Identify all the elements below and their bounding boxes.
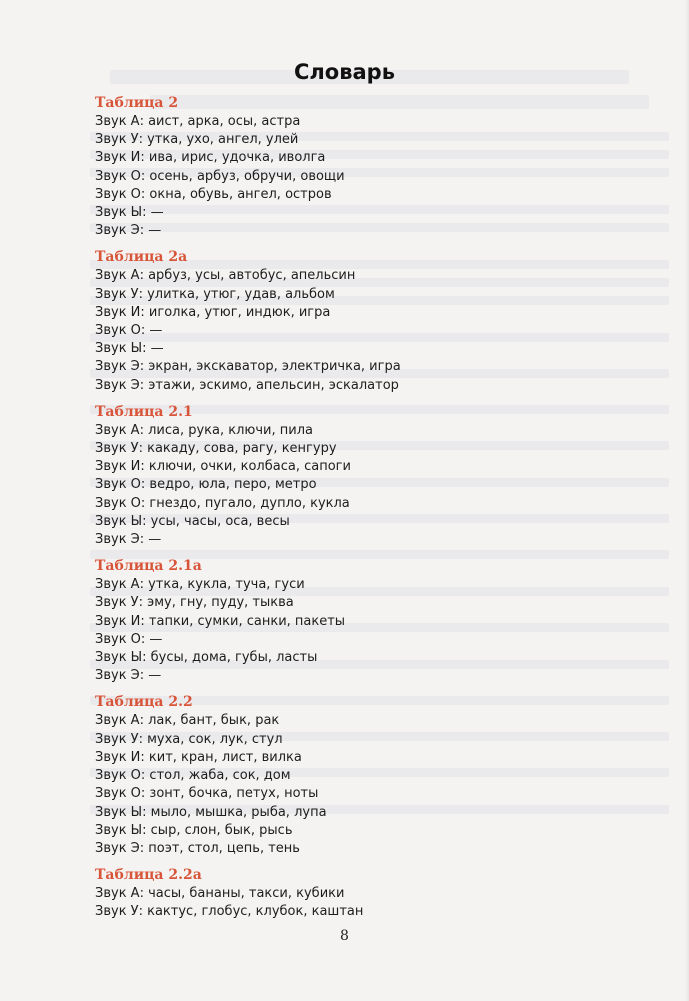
sound-row: Звук О: ведро, юла, перо, метро (95, 477, 317, 493)
sound-row: Звук О: стол, жаба, сок, дом (95, 768, 291, 784)
section-title: Таблица 2а (95, 249, 188, 266)
sound-row: Звук Э: экран, экскаватор, электричка, игра (95, 359, 401, 375)
table-section (95, 866, 595, 921)
page-edge-shadow (685, 0, 689, 1001)
sound-row: Звук Э: — (95, 223, 162, 239)
sound-row: Звук У: муха, сок, лук, стул (95, 731, 283, 747)
section-title: Таблица 2 (95, 95, 179, 111)
sound-row: Звук Э: — (95, 668, 162, 684)
sound-row: Звук А: часы, бананы, такси, кубики (95, 886, 345, 902)
sound-row: Звук О: — (95, 323, 163, 339)
sound-row: Звук Ы: — (95, 341, 164, 357)
sound-row: Звук О: осень, арбуз, обручи, овощи (95, 168, 345, 184)
sound-row: Звук А: арбуз, усы, автобус, апельсин (95, 268, 356, 284)
page-number: 8 (340, 928, 349, 944)
page-title: Словарь (294, 60, 395, 84)
sound-row: Звук О: окна, обувь, ангел, остров (95, 186, 332, 202)
sound-row: Звук Э: поэт, стол, цепь, тень (95, 840, 300, 856)
sound-row: Звук И: кит, кран, лист, вилка (95, 749, 302, 765)
sound-row: Звук Ы: сыр, слон, бык, рысь (95, 822, 293, 838)
sound-row: Звук Ы: — (95, 205, 164, 221)
sound-row: Звук У: улитка, утюг, удав, альбом (95, 286, 335, 302)
section-title: Таблица 2.2 (95, 694, 193, 711)
sound-row: Звук У: какаду, сова, рагу, кенгуру (95, 441, 337, 457)
sound-row: Звук Ы: бусы, дома, губы, ласты (95, 650, 318, 666)
table-section (95, 557, 595, 685)
section-title: Таблица 2.1 (95, 403, 193, 420)
table-section (95, 693, 595, 858)
sound-row: Звук И: ключи, очки, колбаса, сапоги (95, 459, 351, 475)
sound-row: Звук И: иголка, утюг, индюк, игра (95, 304, 331, 320)
sound-row: Звук И: тапки, сумки, санки, пакеты (95, 613, 346, 629)
sound-row: Звук Ы: мыло, мышка, рыба, лупа (95, 804, 327, 820)
sound-row: Звук У: кактус, глобус, клубок, каштан (95, 904, 364, 920)
sound-row: Звук Э: этажи, эскимо, апельсин, эскалатор (95, 377, 399, 393)
table-section (95, 248, 595, 394)
sound-row: Звук И: ива, ирис, удочка, иволга (95, 150, 326, 166)
sound-row: Звук А: аист, арка, осы, астра (95, 114, 301, 129)
dictionary-content (95, 94, 595, 930)
table-section (95, 403, 595, 549)
sound-row: Звук А: лиса, рука, ключи, пила (95, 422, 313, 438)
sound-row: Звук А: утка, кукла, туча, гуси (95, 577, 305, 593)
sound-row: Звук О: — (95, 631, 163, 647)
table-section (95, 94, 595, 240)
sound-row: Звук Ы: усы, часы, оса, весы (95, 513, 290, 529)
sound-row: Звук Э: — (95, 532, 162, 548)
sound-row: Звук У: утка, ухо, ангел, улей (95, 132, 299, 148)
sound-row: Звук О: зонт, бочка, петух, ноты (95, 786, 319, 802)
sound-row: Звук А: лак, бант, бык, рак (95, 713, 280, 729)
section-title: Таблица 2.1а (95, 558, 202, 575)
section-title: Таблица 2.2а (95, 867, 202, 884)
sound-row: Звук О: гнездо, пугало, дупло, кукла (95, 495, 350, 511)
sound-row: Звук У: эму, гну, пуду, тыква (95, 595, 294, 611)
